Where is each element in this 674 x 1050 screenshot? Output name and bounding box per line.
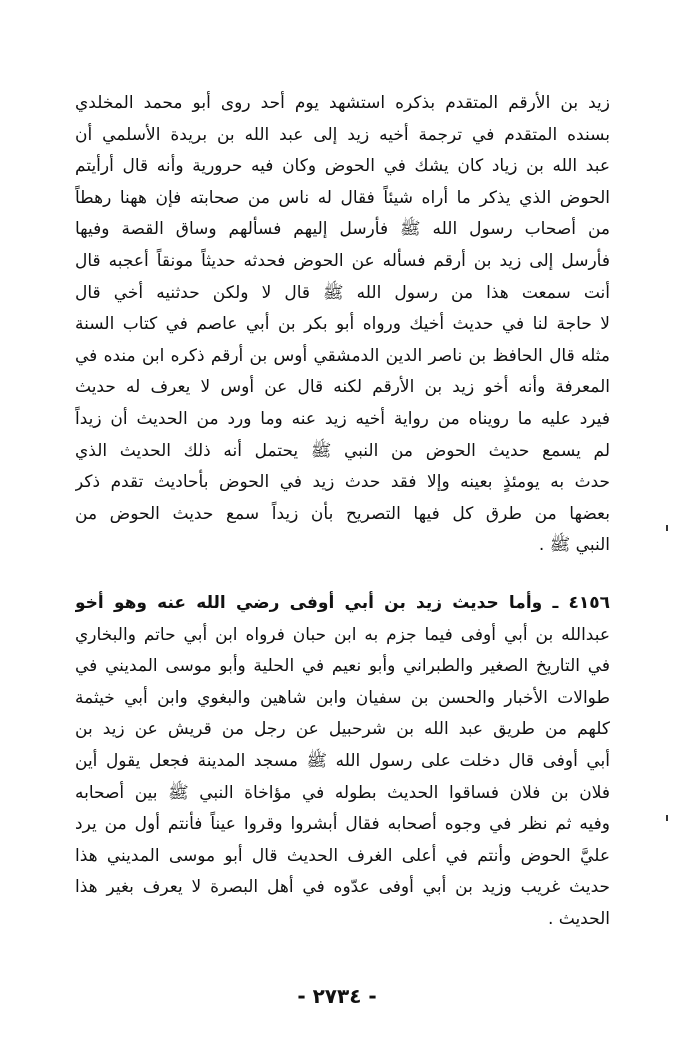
- text-line: وفيه ثم نظر في وجوه أصحابه فقال أبشروا وقروا عيناً فأنتم أول من يرد: [75, 814, 610, 835]
- text-line: حديث غريب وزيد بن أبي أوفى عدّوه في أهل البصرة لا يعرف بغير هذا: [75, 877, 610, 898]
- text-line: عبد الله بن زياد كان يشك في الحوض وكان فيه حرورية وأنه قال أرأيتم: [75, 156, 610, 177]
- text-line: عليَّ الحوض وأنتم في أعلى الغرف الحديث قال أبو موسى المديني هذا: [75, 845, 610, 866]
- text-line: فلان بن فلان فساقوا الحديث بطوله في مؤاخاة النبي ﷺ بين أصحابه: [75, 782, 610, 803]
- paragraph-hadith-4156: [75, 588, 610, 936]
- text-line: أبي أوفى قال دخلت على رسول الله ﷺ مسجد المدينة فجعل يقول أين: [75, 750, 610, 771]
- text-line: النبي ﷺ .: [538, 535, 610, 556]
- paragraph-zayd-ibn-arqam: [75, 88, 610, 562]
- hadith-heading-line: ٤١٥٦ ـ وأما حديث زيد بن أبي أوفى رضي الله عنه وهو أخو: [75, 593, 610, 613]
- text-line: أنت سمعت هذا من رسول الله ﷺ قال لا ولكن حدثنيه أخي قال: [75, 282, 610, 303]
- text-line: من أصحاب رسول الله ﷺ فأرسل إليهم فسألهم وساق القصة وفيها: [75, 219, 610, 240]
- text-line: الحديث .: [547, 908, 610, 929]
- text-line: لم يسمع حديث الحوض من النبي ﷺ يحتمل أنه ذلك الحديث الذي: [75, 440, 610, 461]
- text-line: عبدالله بن أبي أوفى فيما جزم به ابن حبان فرواه ابن أبي حاتم والبخاري: [75, 624, 610, 645]
- margin-mark: [666, 525, 668, 531]
- text-line: فيرد عليه ما رويناه من رواية أخيه زيد عنه وما ورد من الحديث أن زيداً: [75, 408, 610, 429]
- text-line: بعضها من طرق كل فيها التصريح بأن زيداً سمع حديث الحوض من: [75, 503, 610, 524]
- text-line: المعرفة وأنه أخو زيد بن الأرقم لكنه قال عن أوس لا يعرف له حديث: [75, 377, 610, 398]
- text-line: في التاريخ الصغير والطبراني وأبو نعيم في الحلية وأبو موسى المديني في: [75, 656, 610, 677]
- margin-mark: [666, 815, 668, 821]
- text-line: الحوض الذي يذكر ما أراه شيئاً فقال له ناس من صحابته فإن ههنا رهطاً: [75, 187, 610, 208]
- text-line: زيد بن الأرقم المتقدم بذكره استشهد يوم أحد روى أبو محمد المخلدي: [75, 93, 610, 113]
- text-line: كلهم من طريق عبد الله بن شرحبيل عن رجل من قريش عن زيد بن: [75, 719, 610, 740]
- text-line: مثله قال الحافظ بن ناصر الدين الدمشقي أوس بن أرقم ذكره ابن منده في: [75, 345, 610, 366]
- text-line: لا حاجة لنا في حديث أخيك ورواه أبو بكر بن أبي عاصم في كتاب السنة: [75, 314, 610, 335]
- page-number: - ٢٧٣٤ -: [297, 984, 377, 1008]
- text-line: حدث به يومئذٍ بعينه وإلا فقد حدث زيد في الحوض بأحاديث تقدم ذكر: [75, 472, 610, 493]
- text-line: طوالات الأخبار والحسن بن سفيان وابن شاهين والبغوي وابن أبي خيثمة: [75, 687, 610, 708]
- text-line: فأرسل إلى زيد بن أرقم فسأله عن الحوض فحدثه حديثاً مونقاً أعجبه قال: [75, 250, 610, 271]
- text-line: بسنده المتقدم في ترجمة أخيه زيد إلى عبد الله بن بريدة الأسلمي أن: [75, 124, 610, 145]
